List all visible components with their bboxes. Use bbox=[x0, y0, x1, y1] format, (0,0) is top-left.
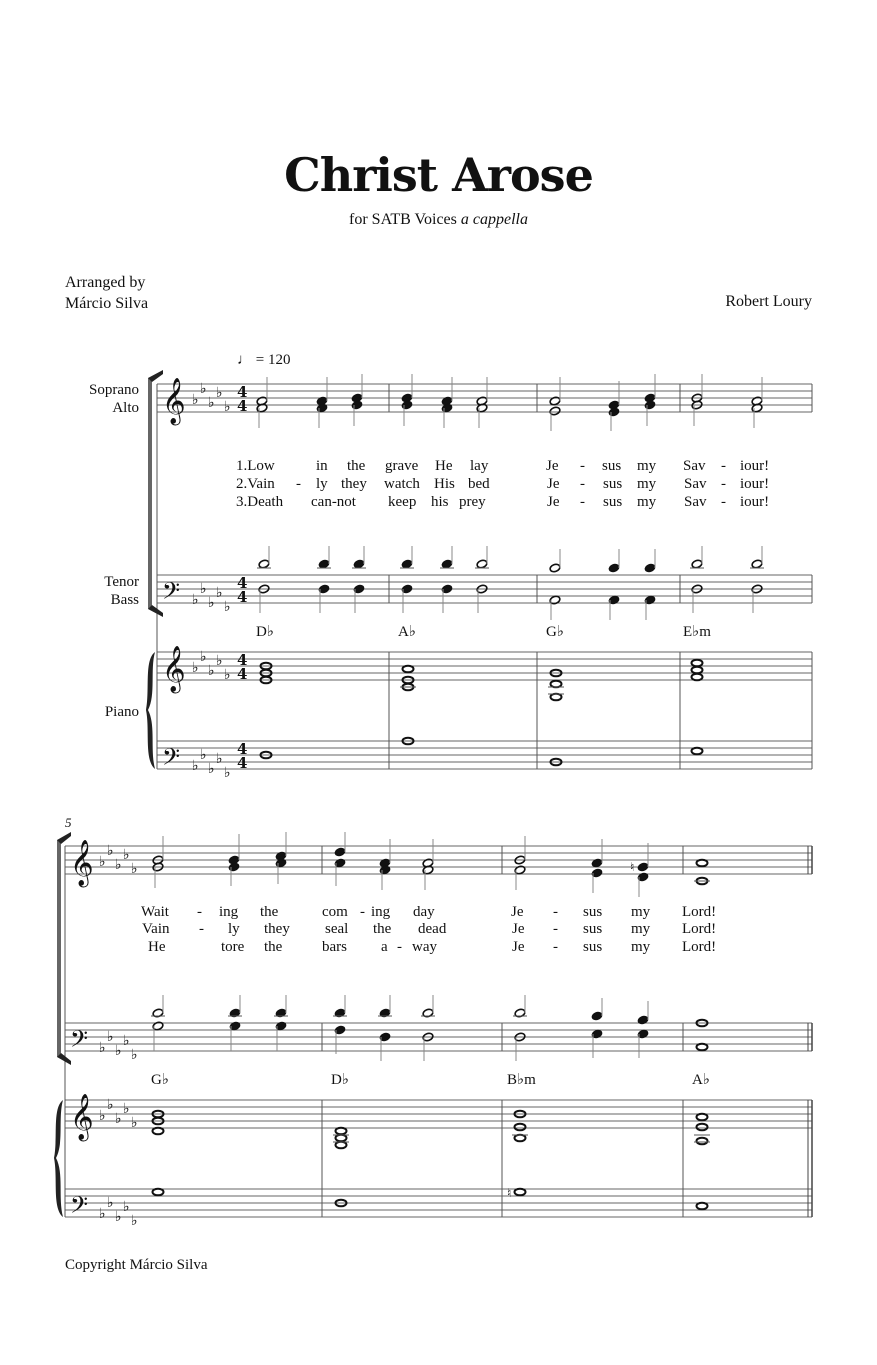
chord-symbol: A♭ bbox=[692, 1072, 710, 1088]
time-signature bbox=[237, 383, 247, 772]
lyric-syllable: com bbox=[322, 904, 348, 920]
svg-text:♭: ♭ bbox=[200, 381, 207, 397]
composer-credit: Robert Loury bbox=[725, 293, 812, 310]
soprano-alto-notes bbox=[256, 374, 763, 431]
svg-text:4: 4 bbox=[237, 588, 248, 606]
svg-text:♭: ♭ bbox=[115, 1209, 122, 1225]
chord-symbol: D♭ bbox=[256, 624, 274, 640]
lyric-syllable: Lord! bbox=[682, 921, 717, 937]
lyric-hyphen: - bbox=[397, 939, 402, 955]
final-barline bbox=[808, 846, 812, 1217]
svg-text:♭: ♭ bbox=[224, 399, 231, 415]
label-piano: Piano bbox=[104, 704, 139, 720]
lyric-syllable: Lord! bbox=[682, 904, 717, 920]
svg-text:4: 4 bbox=[237, 740, 248, 758]
tenor-bass-notes bbox=[257, 546, 764, 620]
svg-text:♭: ♭ bbox=[216, 385, 223, 401]
svg-text:♭: ♭ bbox=[131, 1115, 138, 1131]
lyric-syllable: sus bbox=[603, 494, 623, 510]
svg-text:♭: ♭ bbox=[107, 1195, 114, 1211]
lyric-hyphen: - bbox=[199, 921, 204, 937]
lyric-syllable: ing bbox=[371, 904, 391, 920]
svg-text:♭: ♭ bbox=[115, 1111, 122, 1127]
piano-notes bbox=[261, 660, 703, 766]
lyric-hyphen: - bbox=[360, 904, 365, 920]
lyric-syllable: Sav bbox=[684, 494, 707, 510]
chord-symbol: D♭ bbox=[331, 1072, 349, 1088]
svg-text:♭: ♭ bbox=[216, 585, 223, 601]
svg-text:♭: ♭ bbox=[123, 1101, 130, 1117]
lyric-hyphen: - bbox=[553, 921, 558, 937]
lyric-syllable: sus bbox=[602, 458, 622, 474]
chord-symbol: E♭m bbox=[683, 624, 711, 640]
svg-text:♭: ♭ bbox=[208, 595, 215, 611]
svg-text:4: 4 bbox=[237, 397, 248, 415]
lyric-syllable: ly bbox=[316, 476, 328, 492]
lyric-syllable: sus bbox=[583, 939, 603, 955]
svg-text:♭: ♭ bbox=[131, 1047, 138, 1063]
copyright-notice: Copyright Márcio Silva bbox=[65, 1257, 208, 1273]
lyric-syllable: keep bbox=[388, 494, 417, 510]
lyric-syllable: Je bbox=[547, 494, 560, 510]
lyric-hyphen: - bbox=[580, 494, 585, 510]
score-title: Christ Arose bbox=[284, 148, 593, 202]
lyric-syllable: tore bbox=[221, 939, 245, 955]
lyric-syllable: my bbox=[637, 458, 657, 474]
measure-number: 5 bbox=[65, 815, 72, 830]
lyric-syllable: my bbox=[631, 921, 651, 937]
system-1-staves bbox=[157, 384, 812, 769]
lyric-syllable: bed bbox=[468, 476, 490, 492]
lyric-syllable: grave bbox=[385, 458, 419, 474]
lyric-syllable: lay bbox=[470, 458, 489, 474]
key-signature-flats bbox=[192, 381, 231, 781]
lyric-hyphen: - bbox=[580, 476, 585, 492]
lyric-syllable: sus bbox=[583, 921, 603, 937]
svg-text:4: 4 bbox=[237, 665, 248, 683]
lyric-syllable: seal bbox=[325, 921, 349, 937]
treble-clef-icon: 𝄞 bbox=[162, 646, 186, 692]
treble-clef-icon: 𝄞 bbox=[70, 1094, 94, 1140]
svg-text:♭: ♭ bbox=[115, 857, 122, 873]
lyric-syllable: 2.Vain bbox=[236, 476, 275, 492]
lyric-syllable: His bbox=[434, 476, 455, 492]
lyric-syllable: prey bbox=[459, 494, 486, 510]
svg-text:♭: ♭ bbox=[224, 667, 231, 683]
lyric-syllable: Lord! bbox=[682, 939, 717, 955]
lyric-syllable: my bbox=[631, 939, 651, 955]
label-alto: Alto bbox=[112, 400, 139, 416]
svg-text:♭: ♭ bbox=[99, 1040, 106, 1056]
treble-clef-icon: 𝄞 bbox=[70, 840, 94, 886]
svg-text:4: 4 bbox=[237, 754, 248, 772]
lyric-syllable: dead bbox=[418, 921, 447, 937]
lyric-syllable: He bbox=[148, 939, 166, 955]
svg-text:♭: ♭ bbox=[200, 649, 207, 665]
bass-clef-icon: 𝄢 bbox=[70, 1025, 89, 1058]
svg-text:♭: ♭ bbox=[200, 581, 207, 597]
svg-text:♭: ♭ bbox=[123, 847, 130, 863]
chord-symbol: G♭ bbox=[546, 624, 564, 640]
svg-text:♭: ♭ bbox=[107, 1029, 114, 1045]
chord-symbol: B♭m bbox=[507, 1072, 536, 1088]
lyric-syllable: they bbox=[264, 921, 290, 937]
svg-text:♭: ♭ bbox=[99, 1108, 106, 1124]
subtitle-italic: a cappella bbox=[460, 211, 528, 228]
svg-text:♭: ♭ bbox=[192, 758, 199, 774]
lyric-syllable: they bbox=[341, 476, 367, 492]
lyric-syllable: iour! bbox=[740, 476, 770, 492]
svg-text:♭: ♭ bbox=[99, 854, 106, 870]
svg-text:♭: ♭ bbox=[200, 747, 207, 763]
lyric-syllable: Je bbox=[512, 921, 525, 937]
svg-text:♭: ♭ bbox=[224, 765, 231, 781]
label-bass: Bass bbox=[110, 592, 139, 608]
piano-brace-icon bbox=[54, 1100, 63, 1217]
svg-text:♭: ♭ bbox=[216, 653, 223, 669]
lyric-hyphen: - bbox=[296, 476, 301, 492]
svg-text:♭: ♭ bbox=[107, 843, 114, 859]
svg-text:♭: ♭ bbox=[131, 1213, 138, 1229]
svg-text:♭: ♭ bbox=[208, 663, 215, 679]
svg-text:4: 4 bbox=[237, 574, 248, 592]
lyric-syllable: sus bbox=[583, 904, 603, 920]
piano-brace-icon bbox=[146, 652, 155, 769]
chord-symbol: A♭ bbox=[398, 624, 416, 640]
svg-text:♭: ♭ bbox=[107, 1097, 114, 1113]
lyric-syllable: Wait bbox=[141, 904, 169, 920]
svg-text:♭: ♭ bbox=[131, 861, 138, 877]
bass-clef-icon: 𝄢 bbox=[70, 1191, 89, 1224]
system-2-staves bbox=[65, 846, 812, 1217]
natural-sign-icon: ♮ bbox=[507, 1186, 512, 1200]
lyric-syllable: bars bbox=[322, 939, 347, 955]
lyric-hyphen: - bbox=[580, 458, 585, 474]
lyric-hyphen: - bbox=[553, 904, 558, 920]
natural-sign-icon: ♮ bbox=[630, 860, 635, 874]
label-soprano: Soprano bbox=[89, 382, 139, 398]
lyric-syllable: day bbox=[413, 904, 435, 920]
piano-notes-system-2 bbox=[153, 1111, 708, 1210]
lyric-hyphen: - bbox=[721, 476, 726, 492]
lyric-syllable: Je bbox=[546, 458, 559, 474]
svg-text:♭: ♭ bbox=[192, 660, 199, 676]
lyric-syllable: in bbox=[316, 458, 328, 474]
lyric-syllable: He bbox=[435, 458, 453, 474]
svg-text:♭: ♭ bbox=[99, 1206, 106, 1222]
lyric-syllable: Je bbox=[511, 904, 524, 920]
lyric-syllable: Sav bbox=[684, 476, 707, 492]
lyric-hyphen: - bbox=[721, 494, 726, 510]
svg-text:♭: ♭ bbox=[115, 1043, 122, 1059]
lyric-syllable: his bbox=[431, 494, 449, 510]
lyric-syllable: iour! bbox=[740, 494, 770, 510]
arranger-label: Arranged by bbox=[65, 274, 146, 291]
lyric-hyphen: - bbox=[553, 939, 558, 955]
lyric-hyphen: - bbox=[197, 904, 202, 920]
lyric-syllable: Je bbox=[547, 476, 560, 492]
lyric-syllable: my bbox=[637, 494, 657, 510]
svg-text:♭: ♭ bbox=[208, 395, 215, 411]
chord-symbol: G♭ bbox=[151, 1072, 169, 1088]
svg-text:♭: ♭ bbox=[216, 751, 223, 767]
key-signature-flats bbox=[99, 843, 138, 1229]
quarter-note-icon: ♩ bbox=[237, 352, 252, 368]
lyric-syllable: 1.Low bbox=[236, 458, 275, 474]
label-tenor: Tenor bbox=[104, 574, 139, 590]
svg-text:4: 4 bbox=[237, 651, 248, 669]
treble-clef-icon: 𝄞 bbox=[162, 378, 186, 424]
lyric-syllable: a bbox=[381, 939, 388, 955]
svg-text:♭: ♭ bbox=[123, 1199, 130, 1215]
lyric-syllable: watch bbox=[384, 476, 420, 492]
lyric-syllable: Vain bbox=[142, 921, 170, 937]
lyric-syllable: iour! bbox=[740, 458, 770, 474]
svg-text:♭: ♭ bbox=[192, 392, 199, 408]
svg-text:♭: ♭ bbox=[208, 761, 215, 777]
lyric-syllable: the bbox=[373, 921, 392, 937]
lyric-syllable: 3.Death bbox=[236, 494, 284, 510]
lyric-syllable: my bbox=[637, 476, 657, 492]
lyric-syllable: can-not bbox=[311, 494, 356, 510]
arranger-name: Márcio Silva bbox=[65, 295, 149, 312]
lyric-syllable: Sav bbox=[683, 458, 706, 474]
svg-text:4: 4 bbox=[237, 383, 248, 401]
lyric-hyphen: - bbox=[721, 458, 726, 474]
svg-text:♭: ♭ bbox=[224, 599, 231, 615]
lyric-syllable: the bbox=[260, 904, 279, 920]
svg-text:♭: ♭ bbox=[192, 592, 199, 608]
soprano-alto-notes-system-2 bbox=[152, 832, 710, 897]
choir-bracket-icon bbox=[148, 370, 163, 617]
subtitle-text: for SATB Voices bbox=[349, 211, 461, 228]
lyric-syllable: ly bbox=[228, 921, 240, 937]
bass-clef-icon: 𝄢 bbox=[162, 577, 181, 610]
lyric-syllable: ing bbox=[219, 904, 239, 920]
lyric-syllable: Je bbox=[512, 939, 525, 955]
lyric-syllable: sus bbox=[603, 476, 623, 492]
lyric-syllable: the bbox=[264, 939, 283, 955]
svg-text:♭: ♭ bbox=[123, 1033, 130, 1049]
lyric-syllable: way bbox=[412, 939, 437, 955]
tempo-value: = 120 bbox=[255, 352, 291, 368]
lyric-syllable: my bbox=[631, 904, 651, 920]
bass-clef-icon: 𝄢 bbox=[162, 743, 181, 776]
lyric-syllable: the bbox=[347, 458, 366, 474]
